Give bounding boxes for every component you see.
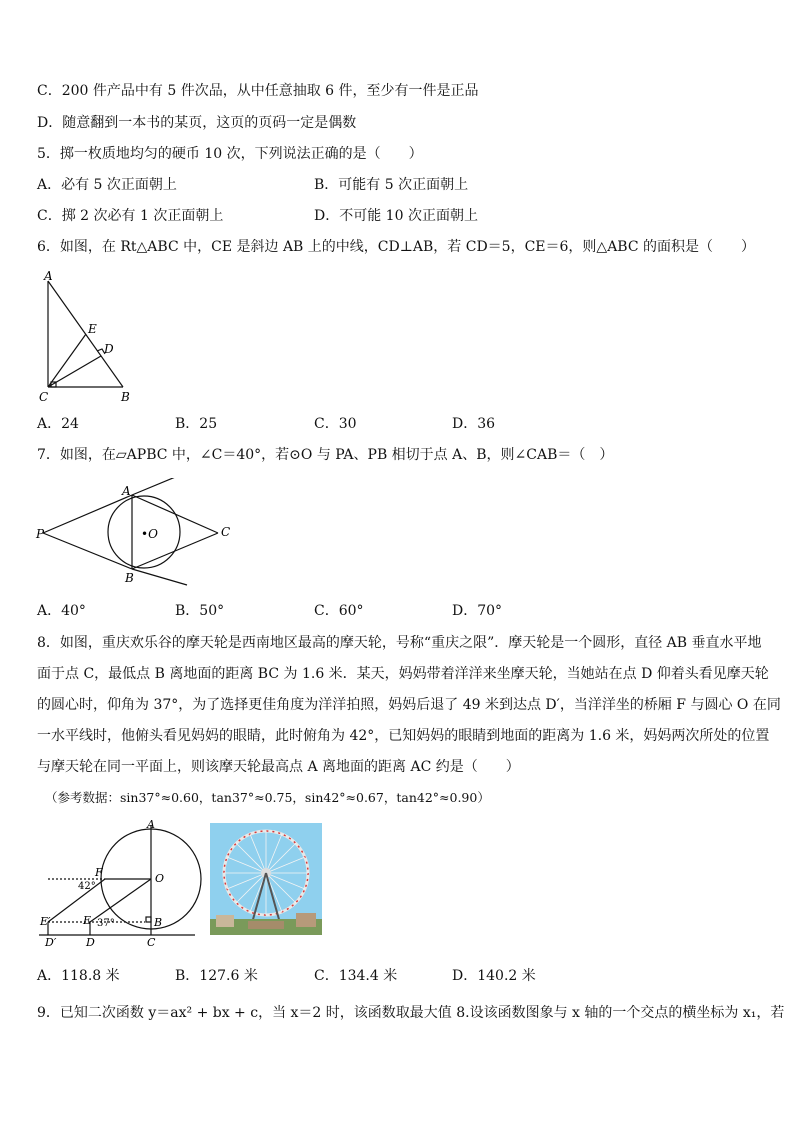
q7-figure — [35, 478, 235, 588]
q8-angle-42: 42° — [78, 881, 96, 892]
q8-label-e: E — [83, 914, 92, 927]
q6-figure — [35, 267, 145, 407]
q5-option-c: C．掷 2 次必有 1 次正面朝上 — [37, 208, 224, 224]
q9-stem: 9．已知二次函数 y＝ax² + bx + c，当 x＝2 时，该函数取最大值 8.设该函数图象与 x 轴的一个交点的横坐标为 x₁，若 — [37, 1005, 785, 1021]
q7-label-p: P — [36, 527, 45, 541]
q7-label-a: A — [122, 484, 131, 498]
q8-label-e-prime: E′ — [40, 915, 51, 928]
q7-stem: 7．如图，在▱APBC 中，∠C＝40°，若⊙O 与 PA、PB 相切于点 A、B，则∠CAB＝（ ） — [37, 447, 614, 463]
q8-label-c: C — [147, 936, 156, 949]
q7-segment-pa — [43, 495, 132, 533]
q7-option-a: A．40° — [37, 603, 86, 619]
q6-label-e: E — [88, 322, 97, 336]
q7-option-c: C．60° — [314, 603, 364, 619]
q8-option-a: A．118.8 米 — [37, 968, 120, 984]
q8-line-1: 8．如图，重庆欢乐谷的摩天轮是西南地区最高的摩天轮，号称“重庆之限”．摩天轮是一个圆形，直径 AB 垂直水平地 — [37, 635, 762, 651]
q7-tangent-extension-b — [132, 569, 187, 585]
q5-option-d: D．不可能 10 次正面朝上 — [314, 208, 478, 224]
q5-option-a: A．必有 5 次正面朝上 — [37, 177, 177, 193]
q7-option-b: B．50° — [175, 603, 225, 619]
q5-stem: 5．掷一枚质地均匀的硬币 10 次，下列说法正确的是（ ） — [37, 146, 423, 162]
q7-option-d: D．70° — [452, 603, 503, 619]
q6-option-d: D．36 — [452, 416, 496, 432]
q8-option-d: D．140.2 米 — [452, 968, 536, 984]
q8-sightline-ef — [48, 879, 105, 922]
q8-label-b: B — [154, 916, 163, 929]
q8-sightline-eo — [90, 879, 151, 922]
q8-right-angle-b — [146, 917, 151, 922]
q8-label-a: A — [147, 818, 155, 831]
q6-option-a: A．24 — [37, 416, 79, 432]
q6-option-c: C．30 — [314, 416, 357, 432]
q6-label-a: A — [44, 269, 53, 283]
q6-option-b: B．25 — [175, 416, 218, 432]
q6-label-b: B — [121, 390, 130, 404]
q8-ferris-wheel-photo — [210, 823, 322, 935]
q8-option-b: B．127.6 米 — [175, 968, 258, 984]
q6-label-d: D — [104, 342, 114, 356]
q6-stem: 6．如图，在 Rt△ABC 中，CE 是斜边 AB 上的中线，CD⊥AB，若 CD＝5，CE＝6，则△ABC 的面积是（ ） — [37, 239, 756, 255]
q8-label-o: O — [155, 872, 165, 885]
q5-option-b: B．可能有 5 次正面朝上 — [314, 177, 469, 193]
q4-option-d: D．随意翻到一本书的某页，这页的页码一定是偶数 — [37, 115, 357, 131]
q7-label-b: B — [125, 571, 134, 585]
q7-tangent-extension-a — [132, 478, 185, 495]
q7-label-o: •O — [141, 527, 158, 541]
q8-angle-37: 37° — [97, 918, 115, 929]
q6-label-c: C — [39, 390, 49, 404]
q6-segment-ce — [48, 334, 86, 387]
q4-option-c: C．200 件产品中有 5 件次品，从中任意抽取 6 件，至少有一件是正品 — [37, 83, 479, 99]
q8-line-3: 的圆心时，仰角为 37°，为了选择更佳角度为洋洋拍照，妈妈后退了 49 米到达点 D′，当洋洋坐的桥厢 F 与圆心 O 在同 — [37, 697, 781, 713]
q7-segment-pb — [43, 533, 132, 569]
q8-option-c: C．134.4 米 — [314, 968, 398, 984]
q8-figure-diagram — [35, 815, 205, 950]
q8-line-4: 一水平线时，他俯头看见妈妈的眼睛，此时俯角为 42°，已知妈妈的眼睛到地面的距离为 1.6 米，妈妈两次所处的位置 — [37, 728, 770, 744]
q8-label-f: F — [95, 866, 103, 879]
q8-label-d: D — [86, 936, 95, 949]
q8-reference-data: （参考数据：sin37°≈0.60，tan37°≈0.75，sin42°≈0.67，tan42°≈0.90） — [45, 790, 490, 805]
q7-label-c: C — [221, 525, 231, 539]
q8-line-5: 与摩天轮在同一平面上，则该摩天轮最高点 A 离地面的距离 AC 约是（ ） — [37, 759, 520, 775]
q8-line-2: 面于点 C，最低点 B 离地面的距离 BC 为 1.6 米．某天，妈妈带着洋洋来坐摩天轮，当她站在点 D 仰着头看见摩天轮 — [37, 666, 769, 682]
q8-label-d-prime: D′ — [45, 936, 57, 949]
